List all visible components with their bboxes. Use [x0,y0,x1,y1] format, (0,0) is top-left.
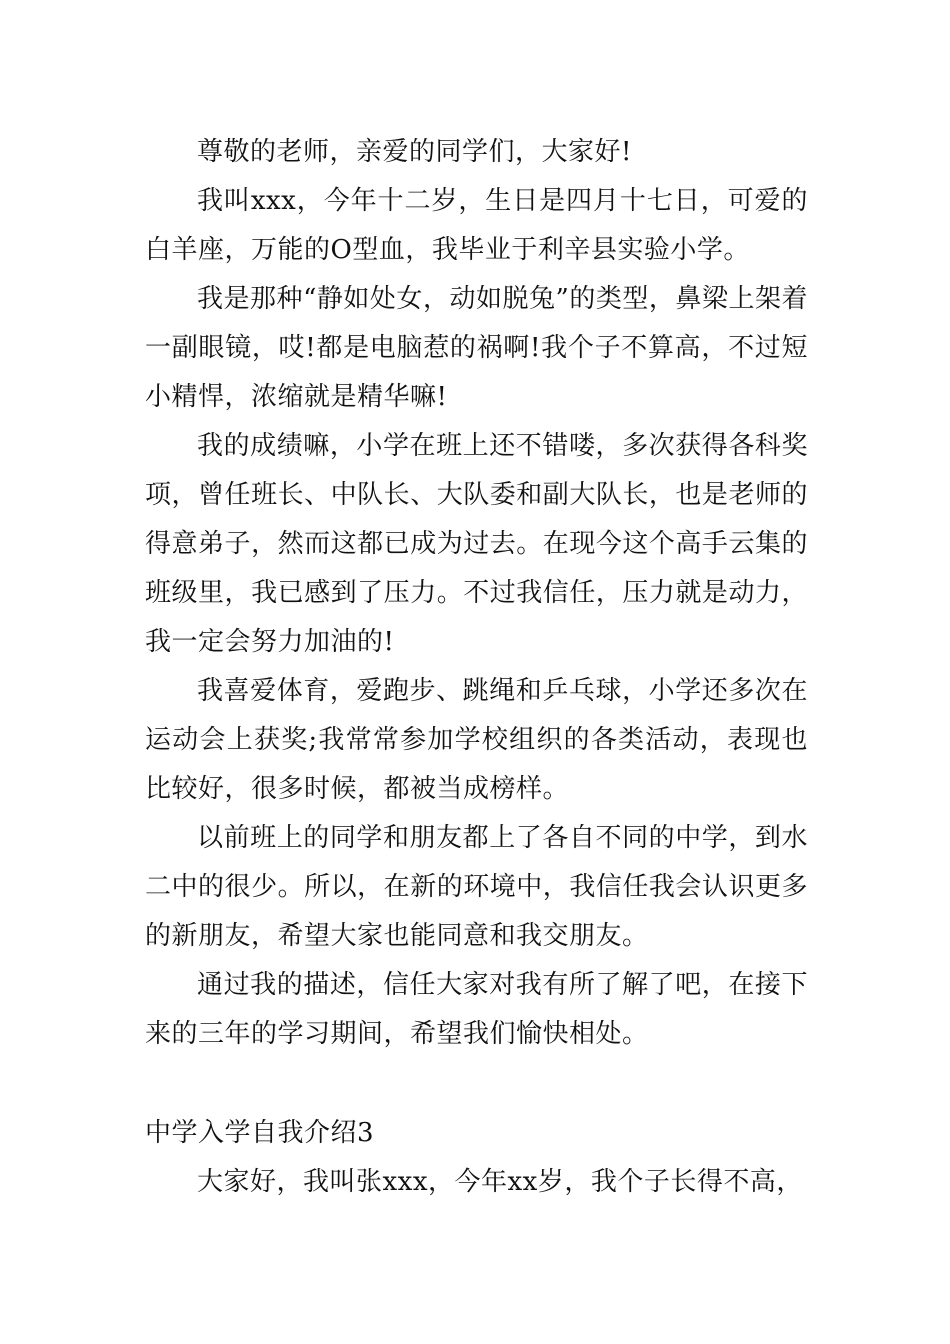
friends-paragraph: 以前班上的同学和朋友都上了各自不同的中学，到水二中的很少。所以，在新的环境中，我信任我会认识更多的新朋友，希望大家也能同意和我交朋友。 [145,823,808,951]
section-first-paragraph: 大家好，我叫张xxx，今年xx岁，我个子长得不高， [197,1167,803,1197]
greeting-paragraph: 尊敬的老师，亲爱的同学们，大家好! [197,137,632,167]
closing-paragraph: 通过我的描述，信任大家对我有所了解了吧，在接下来的三年的学习期间，希望我们愉快相处。 [145,970,808,1049]
document-body [145,128,808,1207]
personality-paragraph: 我是那种“静如处女，动如脱兔”的类型，鼻梁上架着一副眼镜，哎!都是电脑惹的祸啊!我个子不算高，不过短小精悍，浓缩就是精华嘛! [145,284,808,412]
hobbies-paragraph: 我喜爱体育，爱跑步、跳绳和乒乓球，小学还多次在运动会上获奖;我常常参加学校组织的各类活动，表现也比较好，很多时候，都被当成榜样。 [145,676,808,804]
intro-paragraph: 我叫xxx，今年十二岁，生日是四月十七日，可爱的白羊座，万能的O型血，我毕业于利辛县实验小学。 [145,186,808,265]
grades-paragraph: 我的成绩嘛，小学在班上还不错喽，多次获得各科奖项，曾任班长、中队长、大队委和副大队长，也是老师的得意弟子，然而这都已成为过去。在现今这个高手云集的班级里，我已感到了压力。不过我信任，压力就是动力，我一定会努力加油的! [145,431,808,657]
section-heading: 中学入学自我介绍3 [145,1118,375,1148]
